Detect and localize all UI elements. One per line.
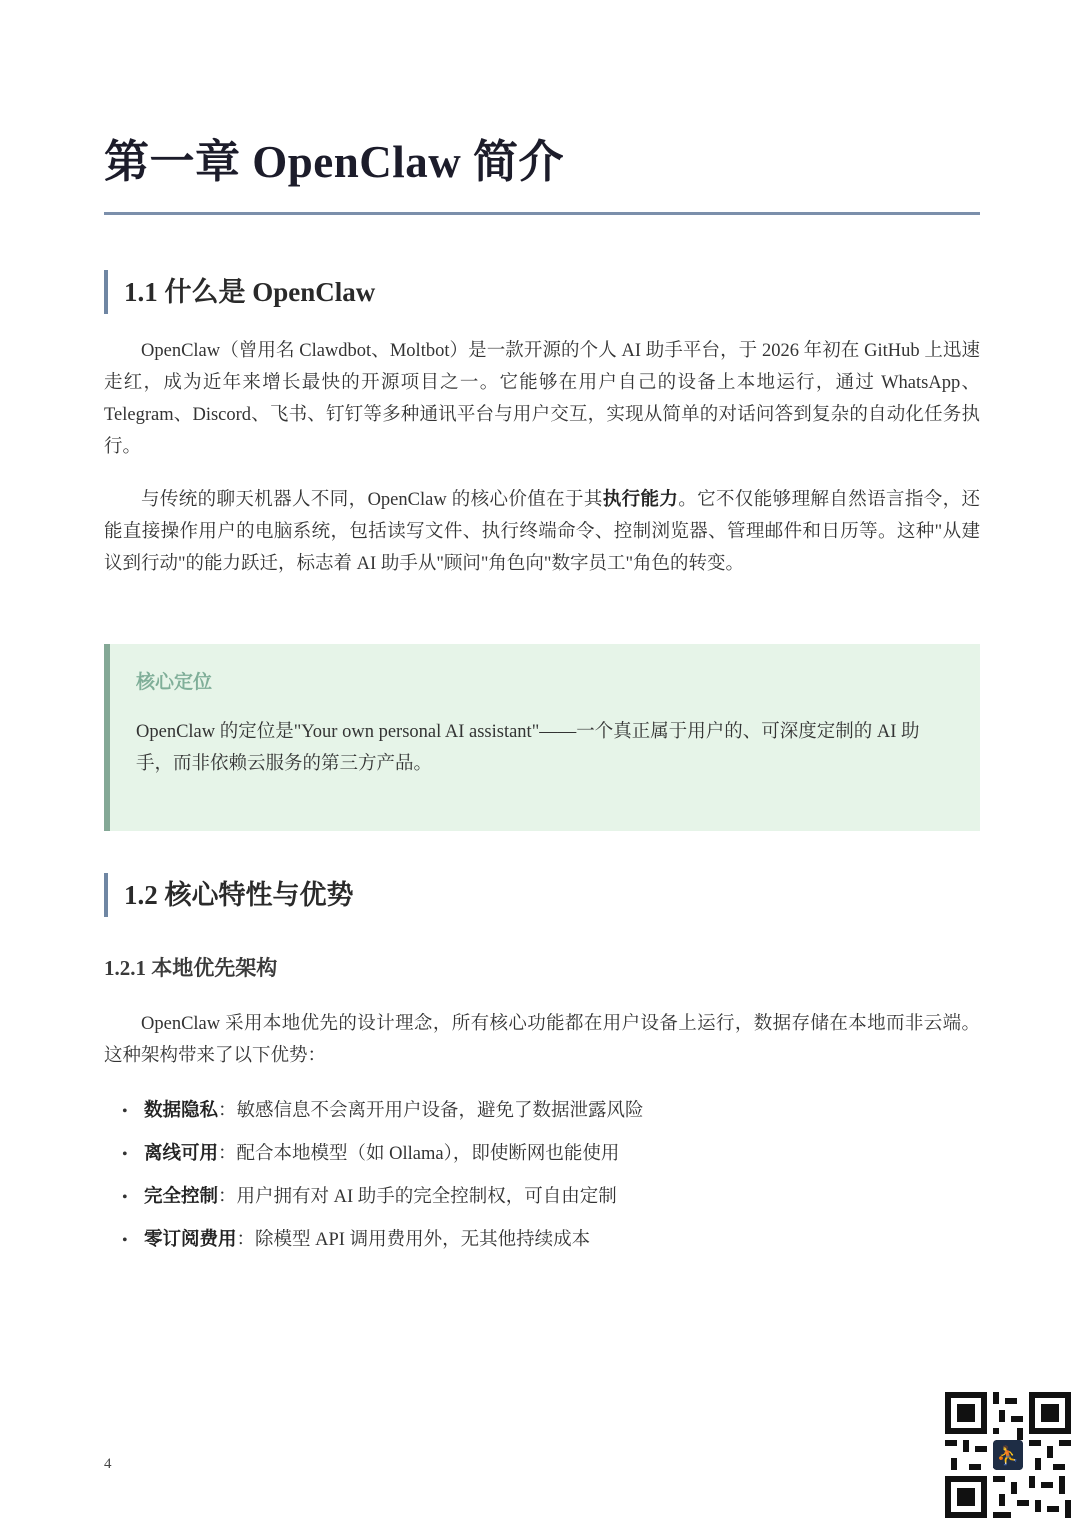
bullet-icon: • (122, 1146, 128, 1163)
list-item (104, 1090, 644, 1133)
paragraph-execution-text-a: 与传统的聊天机器人不同，OpenClaw 的核心价值在于其 (141, 490, 603, 510)
paragraph-intro: OpenClaw（曾用名 Clawdbot、Moltbot）是一款开源的个人 AI 助手平台，于 2026 年初在 GitHub 上迅速走红，成为近年来增长最快的开源项目之一。它能够在用户自己的设备上本地运行，通过 WhatsApp、Telegram、Discord、飞书、钉钉等多种通讯平台与用户交互，实现从简单的对话问答到复杂的自动化任务执行。 (104, 341, 980, 457)
callout-title: 核心定位 (136, 672, 213, 693)
paragraph-execution-bold: 执行能力 (602, 490, 679, 510)
svg-text:⛹: ⛹ (996, 1445, 1020, 1467)
chapter-divider (104, 212, 980, 215)
subsection-heading-1-2-1: 1.2.1 本地优先架构 (104, 956, 278, 980)
callout-body: OpenClaw 的定位是"Your own personal AI assistant"——一个真正属于用户的、可深度定制的 AI 助手，而非依赖云服务的第三方产品。 (136, 722, 920, 774)
bullet-icon: • (122, 1103, 128, 1120)
list-item-desc: ：用户拥有对 AI 助手的完全控制权，可自由定制 (218, 1187, 617, 1207)
advantages-list (104, 1090, 644, 1262)
paragraph-execution (104, 484, 980, 580)
callout-core-positioning (104, 644, 980, 831)
paragraph-execution-text-b: 。它不仅能够理解自然语言指令，还能直接操作用户的电脑系统，包括读写文件、执行终端命令、控制浏览器、管理邮件和日历等。这种"从建议到行动"的能力跃迁，标志着 AI 助手从"顾问"角色向"数字员工"角色的转变。 (104, 490, 980, 574)
bullet-icon: • (122, 1232, 128, 1249)
chapter-title: 第一章 OpenClaw 简介 (104, 137, 565, 187)
list-item (104, 1176, 644, 1219)
qr-code-icon[interactable] (945, 1392, 1071, 1518)
section-heading-1-2: 1.2 核心特性与优势 (104, 873, 354, 917)
section-heading-1-1: 1.1 什么是 OpenClaw (104, 270, 375, 314)
list-item-desc: ：敏感信息不会离开用户设备，避免了数据泄露风险 (218, 1101, 644, 1121)
paragraph-local-first: OpenClaw 采用本地优先的设计理念，所有核心功能都在用户设备上运行，数据存储在本地而非云端。这种架构带来了以下优势： (104, 1014, 980, 1066)
list-item (104, 1219, 644, 1262)
list-item (104, 1133, 644, 1176)
list-item-desc: ：配合本地模型（如 Ollama），即使断网也能使用 (218, 1144, 620, 1164)
list-item-desc: ：除模型 API 调用费用外，无其他持续成本 (236, 1230, 591, 1250)
list-item-term: 数据隐私 (144, 1101, 219, 1121)
list-item-term: 完全控制 (144, 1187, 219, 1207)
list-item-term: 零订阅费用 (144, 1230, 237, 1250)
page-number: 4 (104, 1456, 112, 1472)
bullet-icon: • (122, 1189, 128, 1206)
list-item-term: 离线可用 (144, 1144, 219, 1164)
